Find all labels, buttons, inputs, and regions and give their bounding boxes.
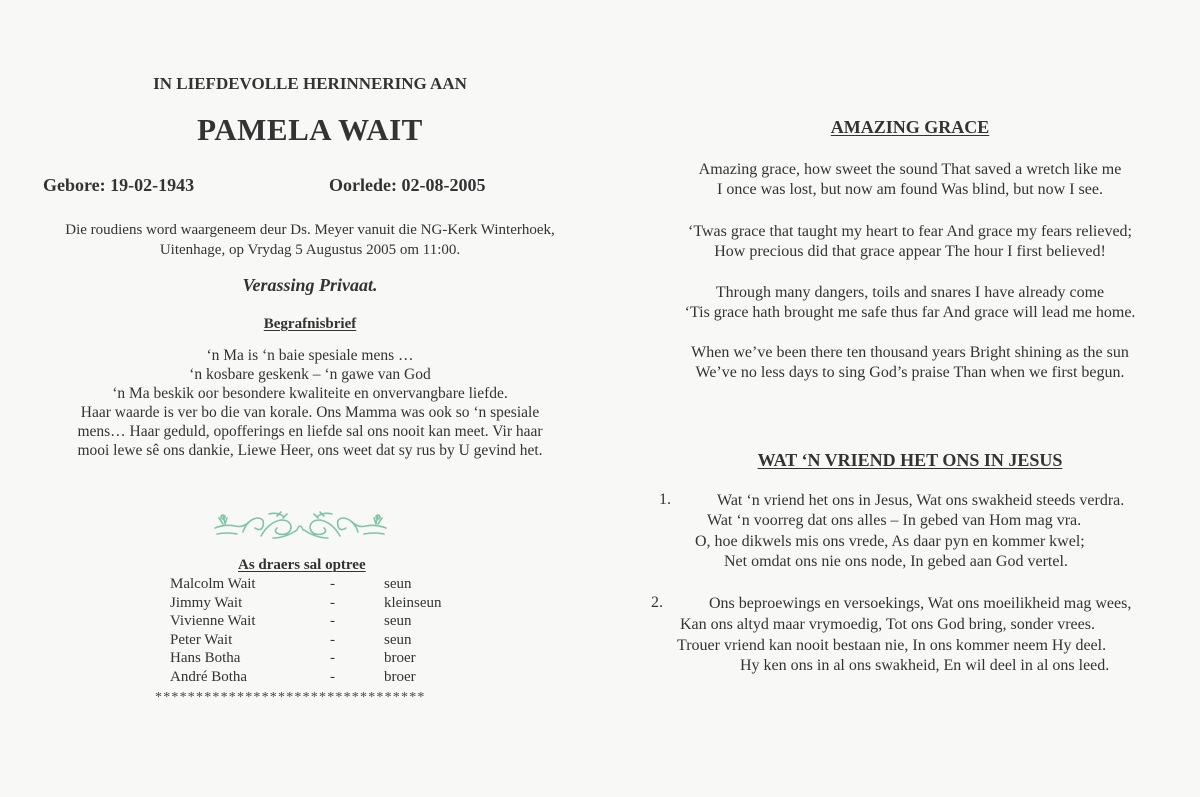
hymn-title-text: AMAZING GRACE xyxy=(830,117,990,137)
separator-dash: - xyxy=(330,594,335,611)
pallbearer-row xyxy=(170,668,484,687)
pallbearer-row xyxy=(170,594,484,613)
pallbearer-name: Malcolm Wait xyxy=(170,576,256,592)
pallbearer-name: Hans Botha xyxy=(170,650,241,667)
letter-line: ‘n Ma is ‘n baie spesiale mens … xyxy=(206,347,414,364)
hymn-verse xyxy=(620,160,1200,200)
pallbearer-relation: seun xyxy=(384,613,412,630)
pallbearer-row xyxy=(170,612,484,631)
hymn-line: Wat ‘n voorreg dat ons alles – In gebed van Hom mag vra. xyxy=(707,512,1082,529)
verse-number: 2. xyxy=(651,594,663,611)
hymn-line: ‘Tis grace hath brought me safe thus far And grace will lead me home. xyxy=(684,304,1136,321)
memorial-heading: IN LIEFDEVOLLE HERINNERING AAN xyxy=(153,74,467,93)
letter-line: ‘n Ma beskik oor besondere kwaliteite en onvervangbare liefde. xyxy=(112,385,508,402)
hymn-line: O, hoe dikwels mis ons vrede, As daar pyn en kommer kwel; xyxy=(695,533,1085,550)
hymn-line: Ons beproewings en versoekings, Wat ons moeilikheid mag wees, xyxy=(709,595,1132,612)
hymn-line: We’ve no less days to sing God’s praise Than when we first begun. xyxy=(695,364,1125,381)
separator-dash: - xyxy=(330,668,335,685)
pallbearer-relation: broer xyxy=(384,668,416,685)
hymn-line: Through many dangers, toils and snares I have already come xyxy=(715,284,1105,301)
deceased-name: PAMELA WAIT xyxy=(197,112,423,147)
hymn-line: ‘Twas grace that taught my heart to fear And grace my fears relieved; xyxy=(687,223,1132,240)
hymn-verse xyxy=(620,343,1200,383)
pallbearer-row xyxy=(170,649,484,668)
pallbearers-title xyxy=(238,557,366,574)
pallbearer-name: André Botha xyxy=(170,668,248,685)
funeral-letter-body xyxy=(0,346,620,460)
letter-line: ‘n kosbare geskenk – ‘n gawe van God xyxy=(189,366,431,383)
letter-line: mens… Haar geduld, opofferings en liefde sal ons nooit kan meet. Vir haar xyxy=(77,423,543,440)
separator-dash: - xyxy=(330,650,335,667)
separator-dash: - xyxy=(330,631,335,648)
letter-line: Haar waarde is ver bo die van korale. Ons Mamma was ook so ‘n spesiale xyxy=(80,404,540,421)
hymn-line: Wat ‘n vriend het ons in Jesus, Wat ons swakheid steeds verdra. xyxy=(717,492,1125,509)
verse-number: 1. xyxy=(659,491,671,508)
hymn-line: Kan ons altyd maar vrymoedig, Tot ons God bring, sonder vrees. xyxy=(680,616,1095,633)
pallbearer-name: Peter Wait xyxy=(170,631,233,648)
service-line: Uitenhage, op Vrydag 5 Augustus 2005 om 11:00. xyxy=(159,242,461,258)
pallbearer-relation: kleinseun xyxy=(384,594,442,611)
letter-line: mooi lewe sê ons dankie, Liewe Heer, ons weet dat sy rus by U gevind het. xyxy=(77,442,543,459)
hymn-verse xyxy=(620,283,1200,323)
hymn-line: Net omdat ons nie ons node, In gebed aan God vertel. xyxy=(724,553,1068,570)
pallbearer-relation: seun xyxy=(384,631,412,648)
pallbearer-row xyxy=(170,631,484,650)
death-date: Oorlede: 02-08-2005 xyxy=(329,175,486,195)
hymn-title-amazing-grace xyxy=(620,117,1200,138)
pallbearers-title-text: As draers sal optree xyxy=(238,557,366,573)
funeral-letter-title-text: Begrafnisbrief xyxy=(263,316,357,332)
pallbearer-row xyxy=(170,575,484,594)
pallbearer-relation: seun xyxy=(384,576,412,592)
pallbearer-name: Vivienne Wait xyxy=(170,613,256,630)
birth-date: Gebore: 19-02-1943 xyxy=(43,175,195,195)
pallbearers-list xyxy=(170,575,484,687)
service-line: Die roudiens word waargeneem deur Ds. Meyer vanuit die NG-Kerk Winterhoek, xyxy=(65,222,555,238)
separator-dash: - xyxy=(330,576,335,592)
hymn-line: I once was lost, but now am found Was blind, but now I see. xyxy=(717,181,1103,198)
service-details xyxy=(0,220,620,260)
funeral-letter-title xyxy=(0,316,620,333)
cremation-note: Verassing Privaat. xyxy=(242,275,378,295)
asterisk-divider: ********************************* xyxy=(155,690,426,705)
hymn-line: Hy ken ons in al ons swakheid, En wil deel in al ons leed. xyxy=(740,657,1110,674)
pallbearer-relation: broer xyxy=(384,650,416,667)
floral-ornament-icon xyxy=(213,508,388,542)
pallbearer-name: Jimmy Wait xyxy=(170,594,243,611)
hymn-line: How precious did that grace appear The hour I first believed! xyxy=(714,243,1106,260)
hymn-title-wat-n-vriend xyxy=(620,450,1200,471)
hymn-title-text: WAT ‘N VRIEND HET ONS IN JESUS xyxy=(757,450,1063,470)
hymn-line: When we’ve been there ten thousand years Bright shining as the sun xyxy=(691,344,1129,361)
hymn-line: Amazing grace, how sweet the sound That saved a wretch like me xyxy=(698,161,1122,178)
separator-dash: - xyxy=(330,613,335,630)
hymn-line: Trouer vriend kan nooit bestaan nie, In ons kommer neem Hy deel. xyxy=(677,637,1107,654)
hymn-verse xyxy=(620,222,1200,262)
